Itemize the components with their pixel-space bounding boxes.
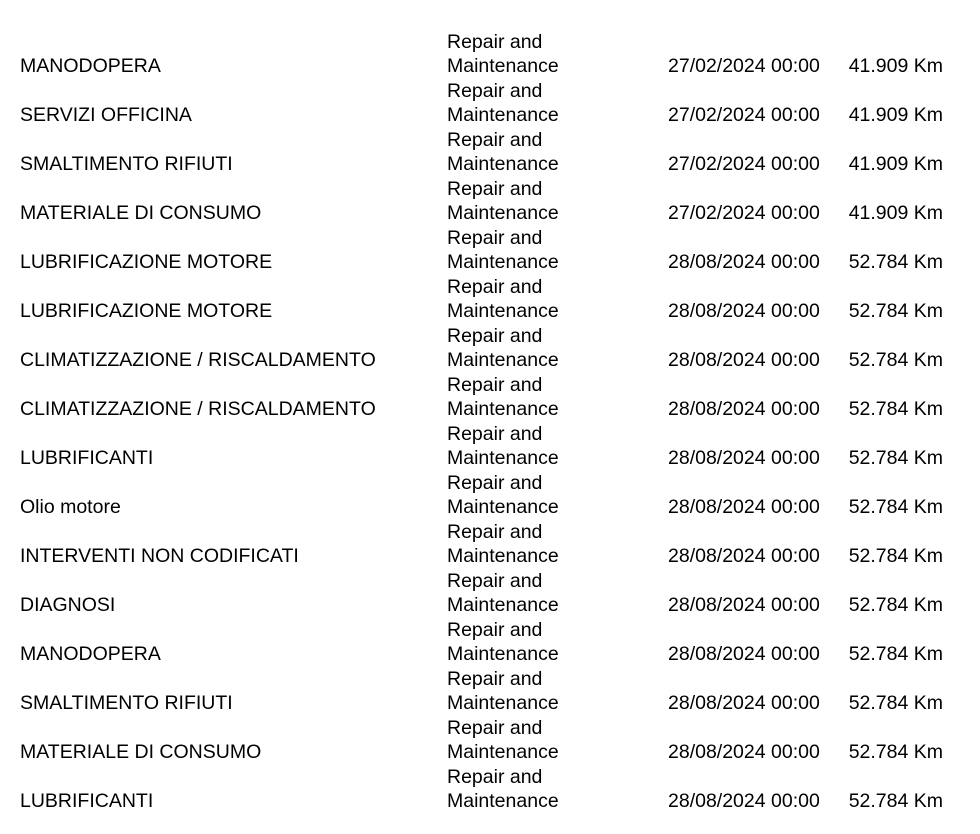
record-category-line1: Repair and	[447, 766, 543, 788]
record-description: MANODOPERA	[20, 55, 161, 77]
record-mileage: 52.784 Km	[848, 398, 943, 420]
record-category-line2: Maintenance	[447, 398, 559, 420]
record-mileage: 41.909 Km	[848, 202, 943, 224]
record-date: 28/08/2024 00:00	[668, 496, 820, 518]
service-record-row	[0, 177, 980, 226]
record-mileage: 52.784 Km	[848, 349, 943, 371]
record-date: 28/08/2024 00:00	[668, 349, 820, 371]
record-date: 28/08/2024 00:00	[668, 300, 820, 322]
record-description: INTERVENTI NON CODIFICATI	[20, 545, 299, 567]
record-category-line1: Repair and	[447, 570, 543, 592]
service-record-row	[0, 30, 980, 79]
record-date: 27/02/2024 00:00	[668, 104, 820, 126]
service-record-row	[0, 373, 980, 422]
record-date: 28/08/2024 00:00	[668, 790, 820, 812]
record-category-line1: Repair and	[447, 717, 543, 739]
record-description: Olio motore	[20, 496, 121, 518]
record-category-line1: Repair and	[447, 668, 543, 690]
record-mileage: 52.784 Km	[848, 692, 943, 714]
service-record-row	[0, 618, 980, 667]
record-mileage: 41.909 Km	[848, 55, 943, 77]
record-mileage: 52.784 Km	[848, 300, 943, 322]
record-description: LUBRIFICANTI	[20, 790, 154, 812]
record-date: 28/08/2024 00:00	[668, 741, 820, 763]
record-date: 28/08/2024 00:00	[668, 251, 820, 273]
record-mileage: 41.909 Km	[848, 104, 943, 126]
record-category-line2: Maintenance	[447, 447, 559, 469]
record-category-line1: Repair and	[447, 521, 543, 543]
record-date: 27/02/2024 00:00	[668, 55, 820, 77]
service-record-row	[0, 471, 980, 520]
record-category-line2: Maintenance	[447, 741, 559, 763]
record-category-line2: Maintenance	[447, 349, 559, 371]
record-mileage: 52.784 Km	[848, 496, 943, 518]
record-category-line1: Repair and	[447, 374, 543, 396]
record-mileage: 41.909 Km	[848, 153, 943, 175]
record-category-line1: Repair and	[447, 129, 543, 151]
record-description: CLIMATIZZAZIONE / RISCALDAMENTO	[20, 398, 376, 420]
record-description: LUBRIFICAZIONE MOTORE	[20, 251, 273, 273]
record-description: MANODOPERA	[20, 643, 161, 665]
service-record-row	[0, 275, 980, 324]
record-mileage: 52.784 Km	[848, 741, 943, 763]
service-record-row	[0, 569, 980, 618]
service-record-row	[0, 128, 980, 177]
record-category-line1: Repair and	[447, 472, 543, 494]
record-category-line2: Maintenance	[447, 790, 559, 812]
record-category-line1: Repair and	[447, 31, 543, 53]
record-description: MATERIALE DI CONSUMO	[20, 741, 262, 763]
record-description: LUBRIFICANTI	[20, 447, 154, 469]
record-category-line2: Maintenance	[447, 545, 559, 567]
service-record-row	[0, 226, 980, 275]
record-category-line2: Maintenance	[447, 153, 559, 175]
service-record-row	[0, 422, 980, 471]
record-description: SMALTIMENTO RIFIUTI	[20, 153, 233, 175]
record-category-line1: Repair and	[447, 80, 543, 102]
service-record-row	[0, 765, 980, 814]
record-category-line2: Maintenance	[447, 104, 559, 126]
record-date: 28/08/2024 00:00	[668, 643, 820, 665]
record-category-line2: Maintenance	[447, 594, 559, 616]
record-category-line2: Maintenance	[447, 251, 559, 273]
record-mileage: 52.784 Km	[848, 251, 943, 273]
record-category-line2: Maintenance	[447, 202, 559, 224]
record-description: SERVIZI OFFICINA	[20, 104, 192, 126]
service-record-row	[0, 520, 980, 569]
record-category-line2: Maintenance	[447, 496, 559, 518]
record-date: 27/02/2024 00:00	[668, 202, 820, 224]
record-category-line1: Repair and	[447, 325, 543, 347]
record-date: 28/08/2024 00:00	[668, 692, 820, 714]
record-date: 28/08/2024 00:00	[668, 545, 820, 567]
record-mileage: 52.784 Km	[848, 594, 943, 616]
record-date: 28/08/2024 00:00	[668, 398, 820, 420]
service-record-row	[0, 79, 980, 128]
record-category-line1: Repair and	[447, 619, 543, 641]
service-record-row	[0, 667, 980, 716]
service-record-list	[0, 30, 980, 814]
record-category-line2: Maintenance	[447, 55, 559, 77]
record-description: LUBRIFICAZIONE MOTORE	[20, 300, 273, 322]
record-category-line1: Repair and	[447, 227, 543, 249]
service-record-row	[0, 716, 980, 765]
record-description: MATERIALE DI CONSUMO	[20, 202, 262, 224]
record-category-line1: Repair and	[447, 423, 543, 445]
record-date: 27/02/2024 00:00	[668, 153, 820, 175]
record-date: 28/08/2024 00:00	[668, 594, 820, 616]
record-description: DIAGNOSI	[20, 594, 116, 616]
record-category-line1: Repair and	[447, 178, 543, 200]
record-category-line2: Maintenance	[447, 692, 559, 714]
record-mileage: 52.784 Km	[848, 447, 943, 469]
service-record-row	[0, 324, 980, 373]
record-date: 28/08/2024 00:00	[668, 447, 820, 469]
record-description: CLIMATIZZAZIONE / RISCALDAMENTO	[20, 349, 376, 371]
record-category-line1: Repair and	[447, 276, 543, 298]
record-mileage: 52.784 Km	[848, 545, 943, 567]
record-mileage: 52.784 Km	[848, 643, 943, 665]
record-category-line2: Maintenance	[447, 300, 559, 322]
record-description: SMALTIMENTO RIFIUTI	[20, 692, 233, 714]
record-category-line2: Maintenance	[447, 643, 559, 665]
record-mileage: 52.784 Km	[848, 790, 943, 812]
